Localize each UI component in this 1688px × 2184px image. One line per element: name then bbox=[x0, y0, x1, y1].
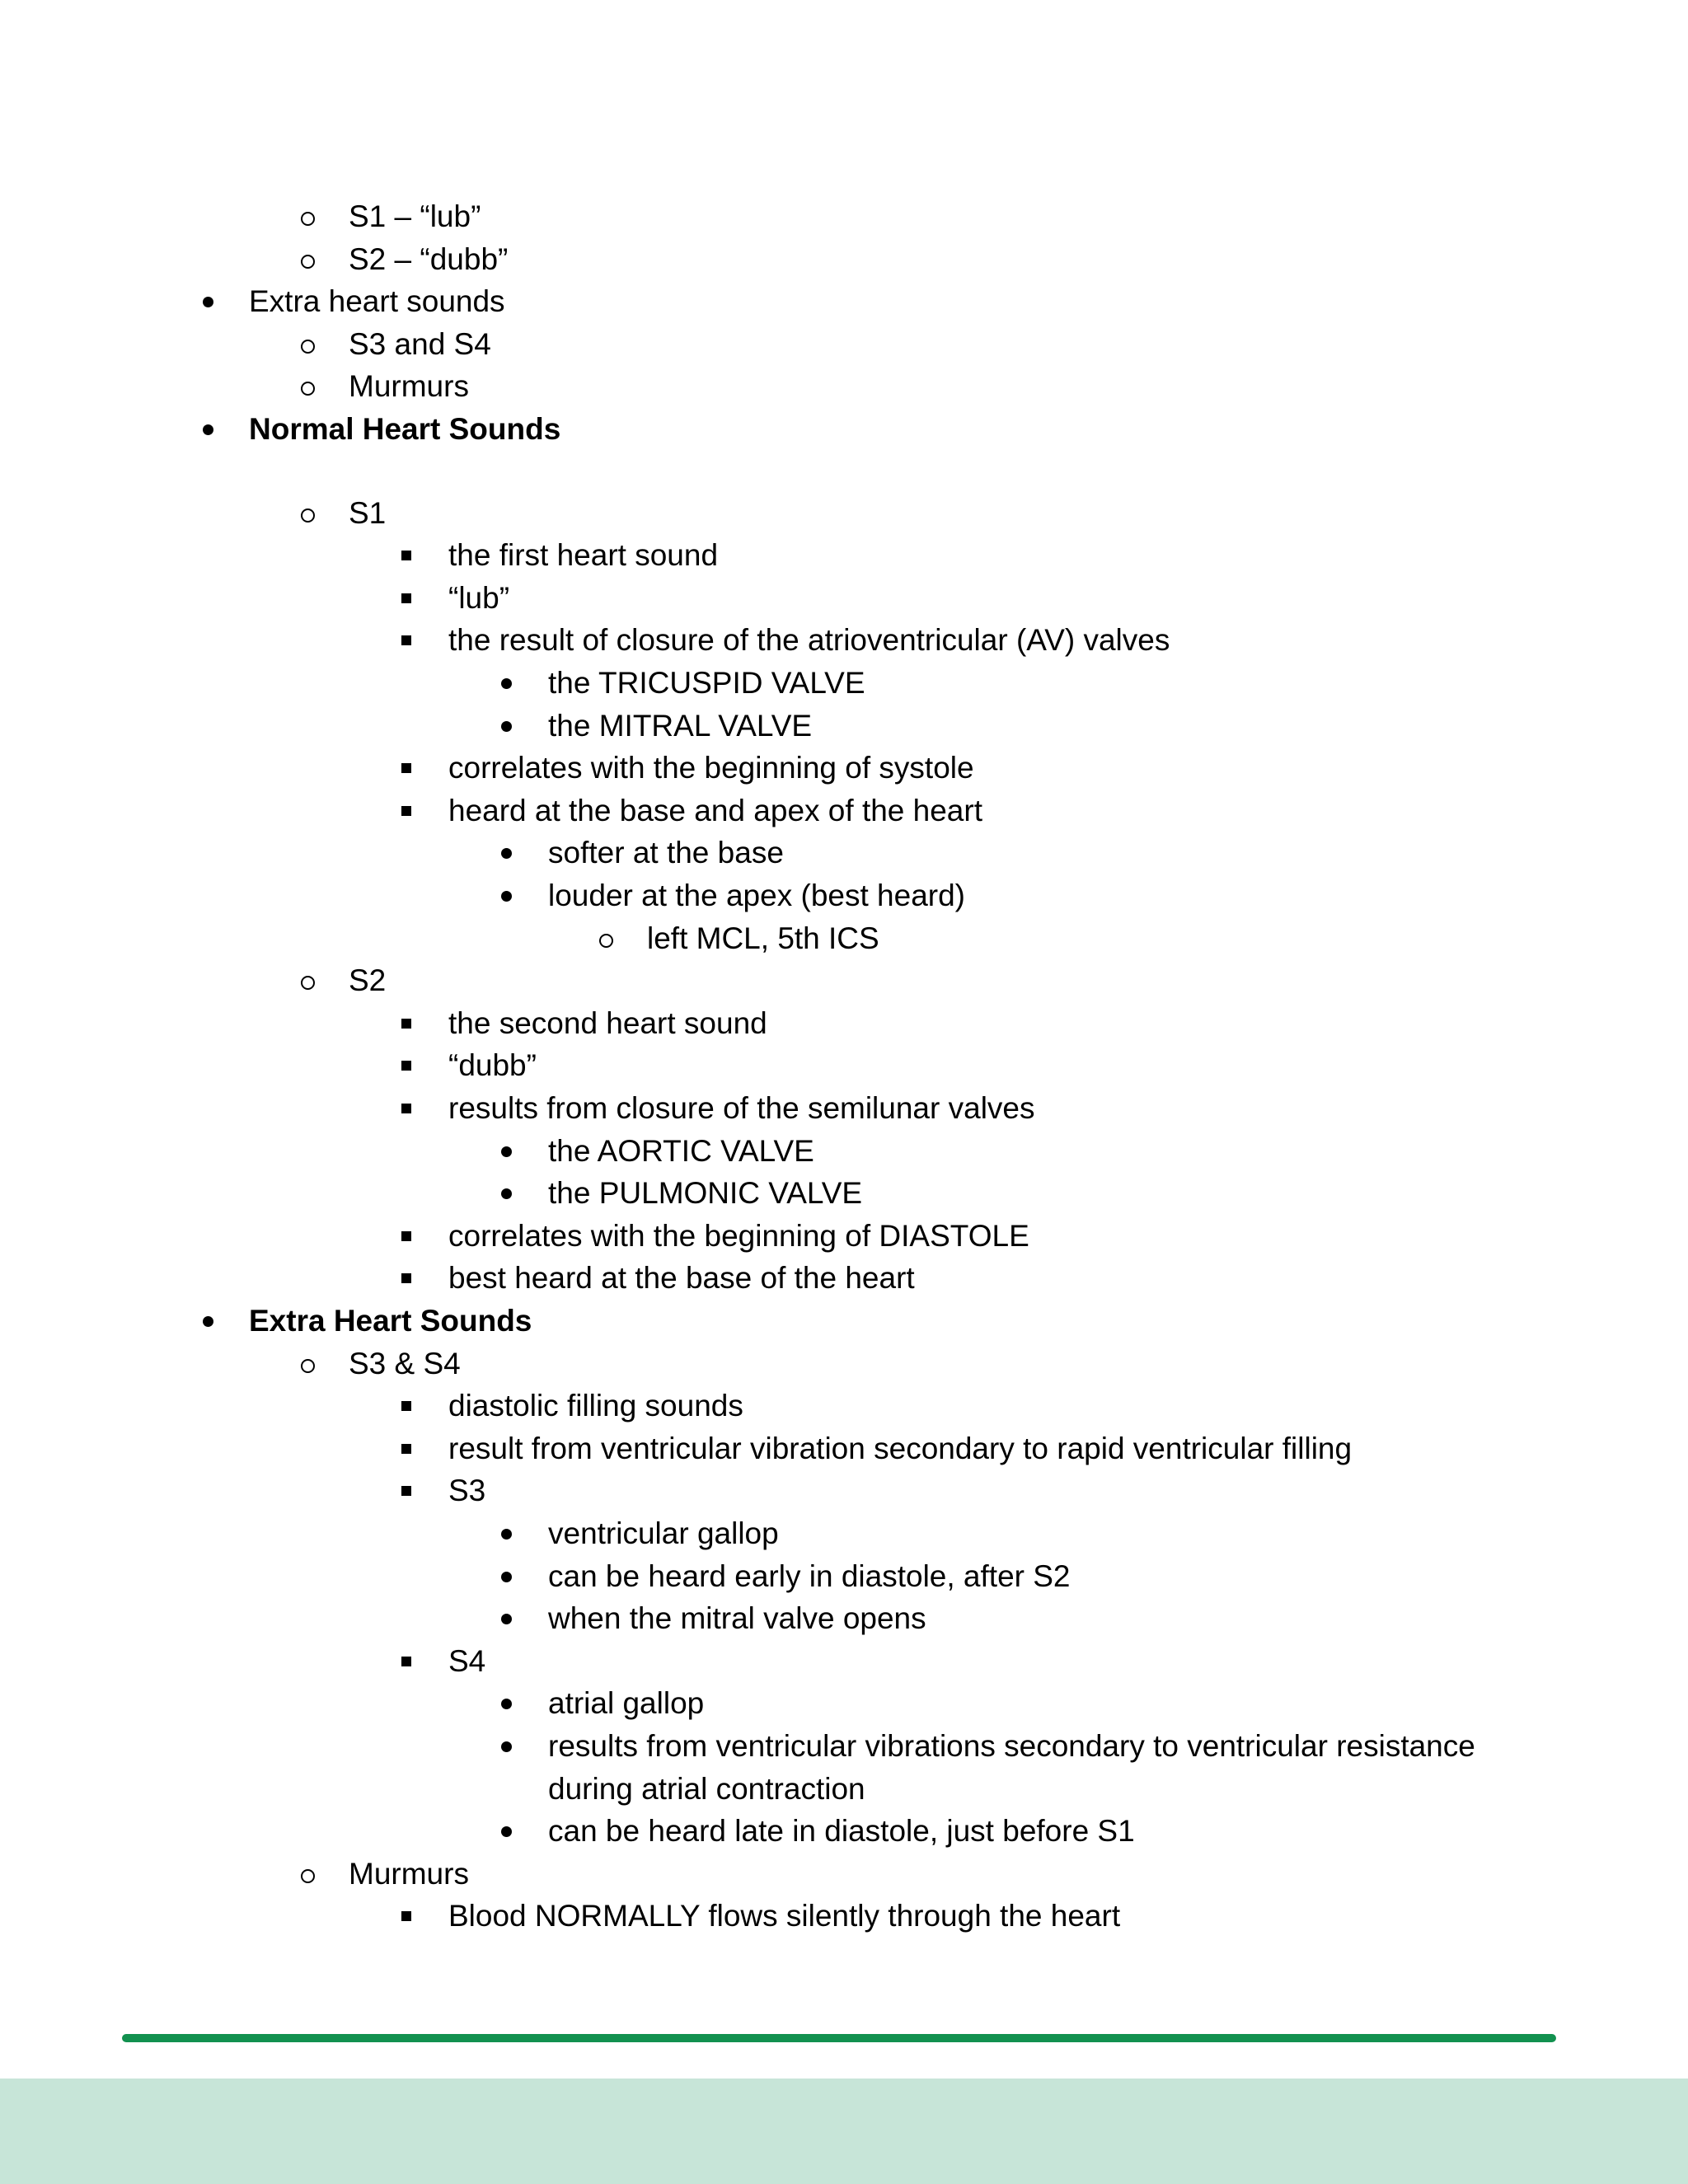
outline-item-text: Murmurs bbox=[349, 1857, 469, 1891]
outline-item bbox=[0, 1002, 1688, 1045]
outline-item-text: S3 & S4 bbox=[349, 1347, 461, 1380]
outline-item bbox=[0, 1555, 1688, 1598]
outline-item-text: the result of closure of the atrioventricular (AV) valves bbox=[448, 623, 1170, 657]
outline-item bbox=[0, 323, 1688, 366]
outline-item bbox=[0, 195, 1688, 238]
bullet-square-icon bbox=[390, 1385, 423, 1427]
bullet-dot-icon bbox=[191, 1300, 224, 1343]
outline-item-text: S4 bbox=[448, 1644, 486, 1678]
outline-item-text: atrial gallop bbox=[548, 1686, 705, 1720]
bullet-dot-icon bbox=[490, 1682, 523, 1725]
outline-item-text: result from ventricular vibration secondary to rapid ventricular filling bbox=[448, 1432, 1353, 1465]
outline-item bbox=[0, 959, 1688, 1002]
outline-item-text: S1 bbox=[349, 496, 387, 530]
bullet-dot-icon bbox=[490, 662, 523, 705]
outline-item-text: the PULMONIC VALVE bbox=[548, 1176, 863, 1210]
outline-item bbox=[0, 1469, 1688, 1512]
bullet-dot-icon bbox=[490, 1130, 523, 1173]
outline-item-text: during atrial contraction bbox=[548, 1772, 865, 1806]
outline-item bbox=[0, 874, 1688, 917]
bullet-dot-icon bbox=[490, 832, 523, 874]
outline-item bbox=[0, 790, 1688, 832]
bullet-square-icon bbox=[390, 577, 423, 620]
outline-item-text: diastolic filling sounds bbox=[448, 1389, 743, 1422]
outline-item-text: results from ventricular vibrations secondary to ventricular resistance bbox=[548, 1729, 1475, 1763]
outline-item-text: louder at the apex (best heard) bbox=[548, 879, 965, 912]
outline-item-text: best heard at the base of the heart bbox=[448, 1261, 915, 1295]
outline-item bbox=[0, 492, 1688, 535]
bullet-circle-icon bbox=[291, 323, 324, 366]
outline-item bbox=[0, 619, 1688, 662]
outline-item-text: can be heard late in diastole, just before S1 bbox=[548, 1814, 1135, 1848]
outline-item bbox=[0, 1640, 1688, 1683]
outline-item bbox=[0, 1343, 1688, 1385]
outline-item bbox=[0, 1385, 1688, 1427]
outline-item bbox=[0, 1300, 1688, 1343]
bullet-circle-icon bbox=[291, 1853, 324, 1896]
outline-item bbox=[0, 1512, 1688, 1555]
outline-item-text: Murmurs bbox=[349, 369, 469, 403]
bullet-square-icon bbox=[390, 534, 423, 577]
outline-item-text: correlates with the beginning of DIASTOLE bbox=[448, 1219, 1029, 1253]
bullet-square-icon bbox=[390, 1044, 423, 1087]
outline-item-text: the AORTIC VALVE bbox=[548, 1134, 814, 1168]
outline-item-text: S3 bbox=[448, 1474, 486, 1507]
bullet-circle-icon bbox=[291, 1343, 324, 1385]
outline-item-text: Extra Heart Sounds bbox=[249, 1304, 532, 1338]
outline-item bbox=[0, 280, 1688, 323]
bullet-circle-icon bbox=[291, 365, 324, 408]
outline-item bbox=[0, 662, 1688, 705]
outline-item bbox=[0, 1172, 1688, 1215]
outline-item bbox=[0, 1597, 1688, 1640]
outline-item bbox=[0, 365, 1688, 408]
outline-item-text: when the mitral valve opens bbox=[548, 1601, 926, 1635]
outline-item-text: results from closure of the semilunar valves bbox=[448, 1091, 1035, 1125]
outline-item bbox=[0, 917, 1688, 960]
outline-item-text: Normal Heart Sounds bbox=[249, 412, 561, 446]
outline-item bbox=[0, 1427, 1688, 1470]
bullet-square-icon bbox=[390, 1257, 423, 1300]
bullet-dot-icon bbox=[490, 705, 523, 748]
bullet-circle-icon bbox=[291, 492, 324, 535]
outline-item-text: “dubb” bbox=[448, 1048, 537, 1082]
bullet-square-icon bbox=[390, 1427, 423, 1470]
outline-item bbox=[0, 534, 1688, 577]
bullet-square-icon bbox=[390, 1469, 423, 1512]
outline-item bbox=[0, 1215, 1688, 1258]
bullet-circle-icon bbox=[589, 917, 622, 960]
outline-item-text: S2 bbox=[349, 963, 387, 997]
outline-item-text: Blood NORMALLY flows silently through the heart bbox=[448, 1899, 1121, 1933]
outline-item bbox=[0, 747, 1688, 790]
outline-item bbox=[0, 1810, 1688, 1853]
bullet-square-icon bbox=[390, 1215, 423, 1258]
bullet-dot-icon bbox=[490, 1597, 523, 1640]
outline-item-text: Extra heart sounds bbox=[249, 284, 505, 318]
outline-item bbox=[0, 1087, 1688, 1130]
bullet-dot-icon bbox=[191, 280, 224, 323]
bullet-circle-icon bbox=[291, 959, 324, 1002]
outline-item-text: the first heart sound bbox=[448, 538, 719, 572]
bullet-circle-icon bbox=[291, 238, 324, 281]
outline-item-text: the second heart sound bbox=[448, 1006, 767, 1040]
bullet-dot-icon bbox=[490, 1172, 523, 1215]
outline-item-text: heard at the base and apex of the heart bbox=[448, 794, 982, 827]
bullet-square-icon bbox=[390, 790, 423, 832]
bullet-dot-icon bbox=[490, 1512, 523, 1555]
outline-item bbox=[0, 705, 1688, 748]
outline-item bbox=[0, 1044, 1688, 1087]
bullet-square-icon bbox=[390, 1002, 423, 1045]
bullet-dot-icon bbox=[191, 408, 224, 451]
outline-item bbox=[0, 1725, 1688, 1768]
bullet-dot-icon bbox=[490, 1555, 523, 1598]
outline-item-text: correlates with the beginning of systole bbox=[448, 751, 974, 785]
outline-item bbox=[0, 1895, 1688, 1938]
outline-item bbox=[0, 832, 1688, 874]
bullet-square-icon bbox=[390, 1640, 423, 1683]
bullet-circle-icon bbox=[291, 195, 324, 238]
outline-item bbox=[0, 1682, 1688, 1725]
outline-item bbox=[0, 1768, 1688, 1811]
outline-item-text: “lub” bbox=[448, 581, 510, 615]
bullet-square-icon bbox=[390, 619, 423, 662]
bullet-square-icon bbox=[390, 1087, 423, 1130]
outline-item bbox=[0, 1853, 1688, 1896]
bullet-dot-icon bbox=[490, 874, 523, 917]
outline-item bbox=[0, 408, 1688, 451]
outline-item-text: the MITRAL VALVE bbox=[548, 709, 813, 743]
footer-band bbox=[0, 2079, 1688, 2184]
footer-divider bbox=[122, 2034, 1556, 2042]
outline-item bbox=[0, 1130, 1688, 1173]
outline-item-text: softer at the base bbox=[548, 836, 784, 869]
bullet-dot-icon bbox=[490, 1725, 523, 1768]
bullet-square-icon bbox=[390, 1895, 423, 1938]
outline-item-text: S2 – “dubb” bbox=[349, 242, 509, 276]
outline-item-text: the TRICUSPID VALVE bbox=[548, 666, 865, 700]
bullet-square-icon bbox=[390, 747, 423, 790]
outline-item bbox=[0, 577, 1688, 620]
outline-item bbox=[0, 1257, 1688, 1300]
outline-item-text: S1 – “lub” bbox=[349, 199, 481, 233]
outline-item-text: left MCL, 5th ICS bbox=[647, 921, 879, 955]
bullet-dot-icon bbox=[490, 1810, 523, 1853]
outline-item-text: can be heard early in diastole, after S2 bbox=[548, 1559, 1071, 1593]
outline-item-text: ventricular gallop bbox=[548, 1516, 779, 1550]
outline-item bbox=[0, 238, 1688, 281]
outline-item-text: S3 and S4 bbox=[349, 327, 491, 361]
